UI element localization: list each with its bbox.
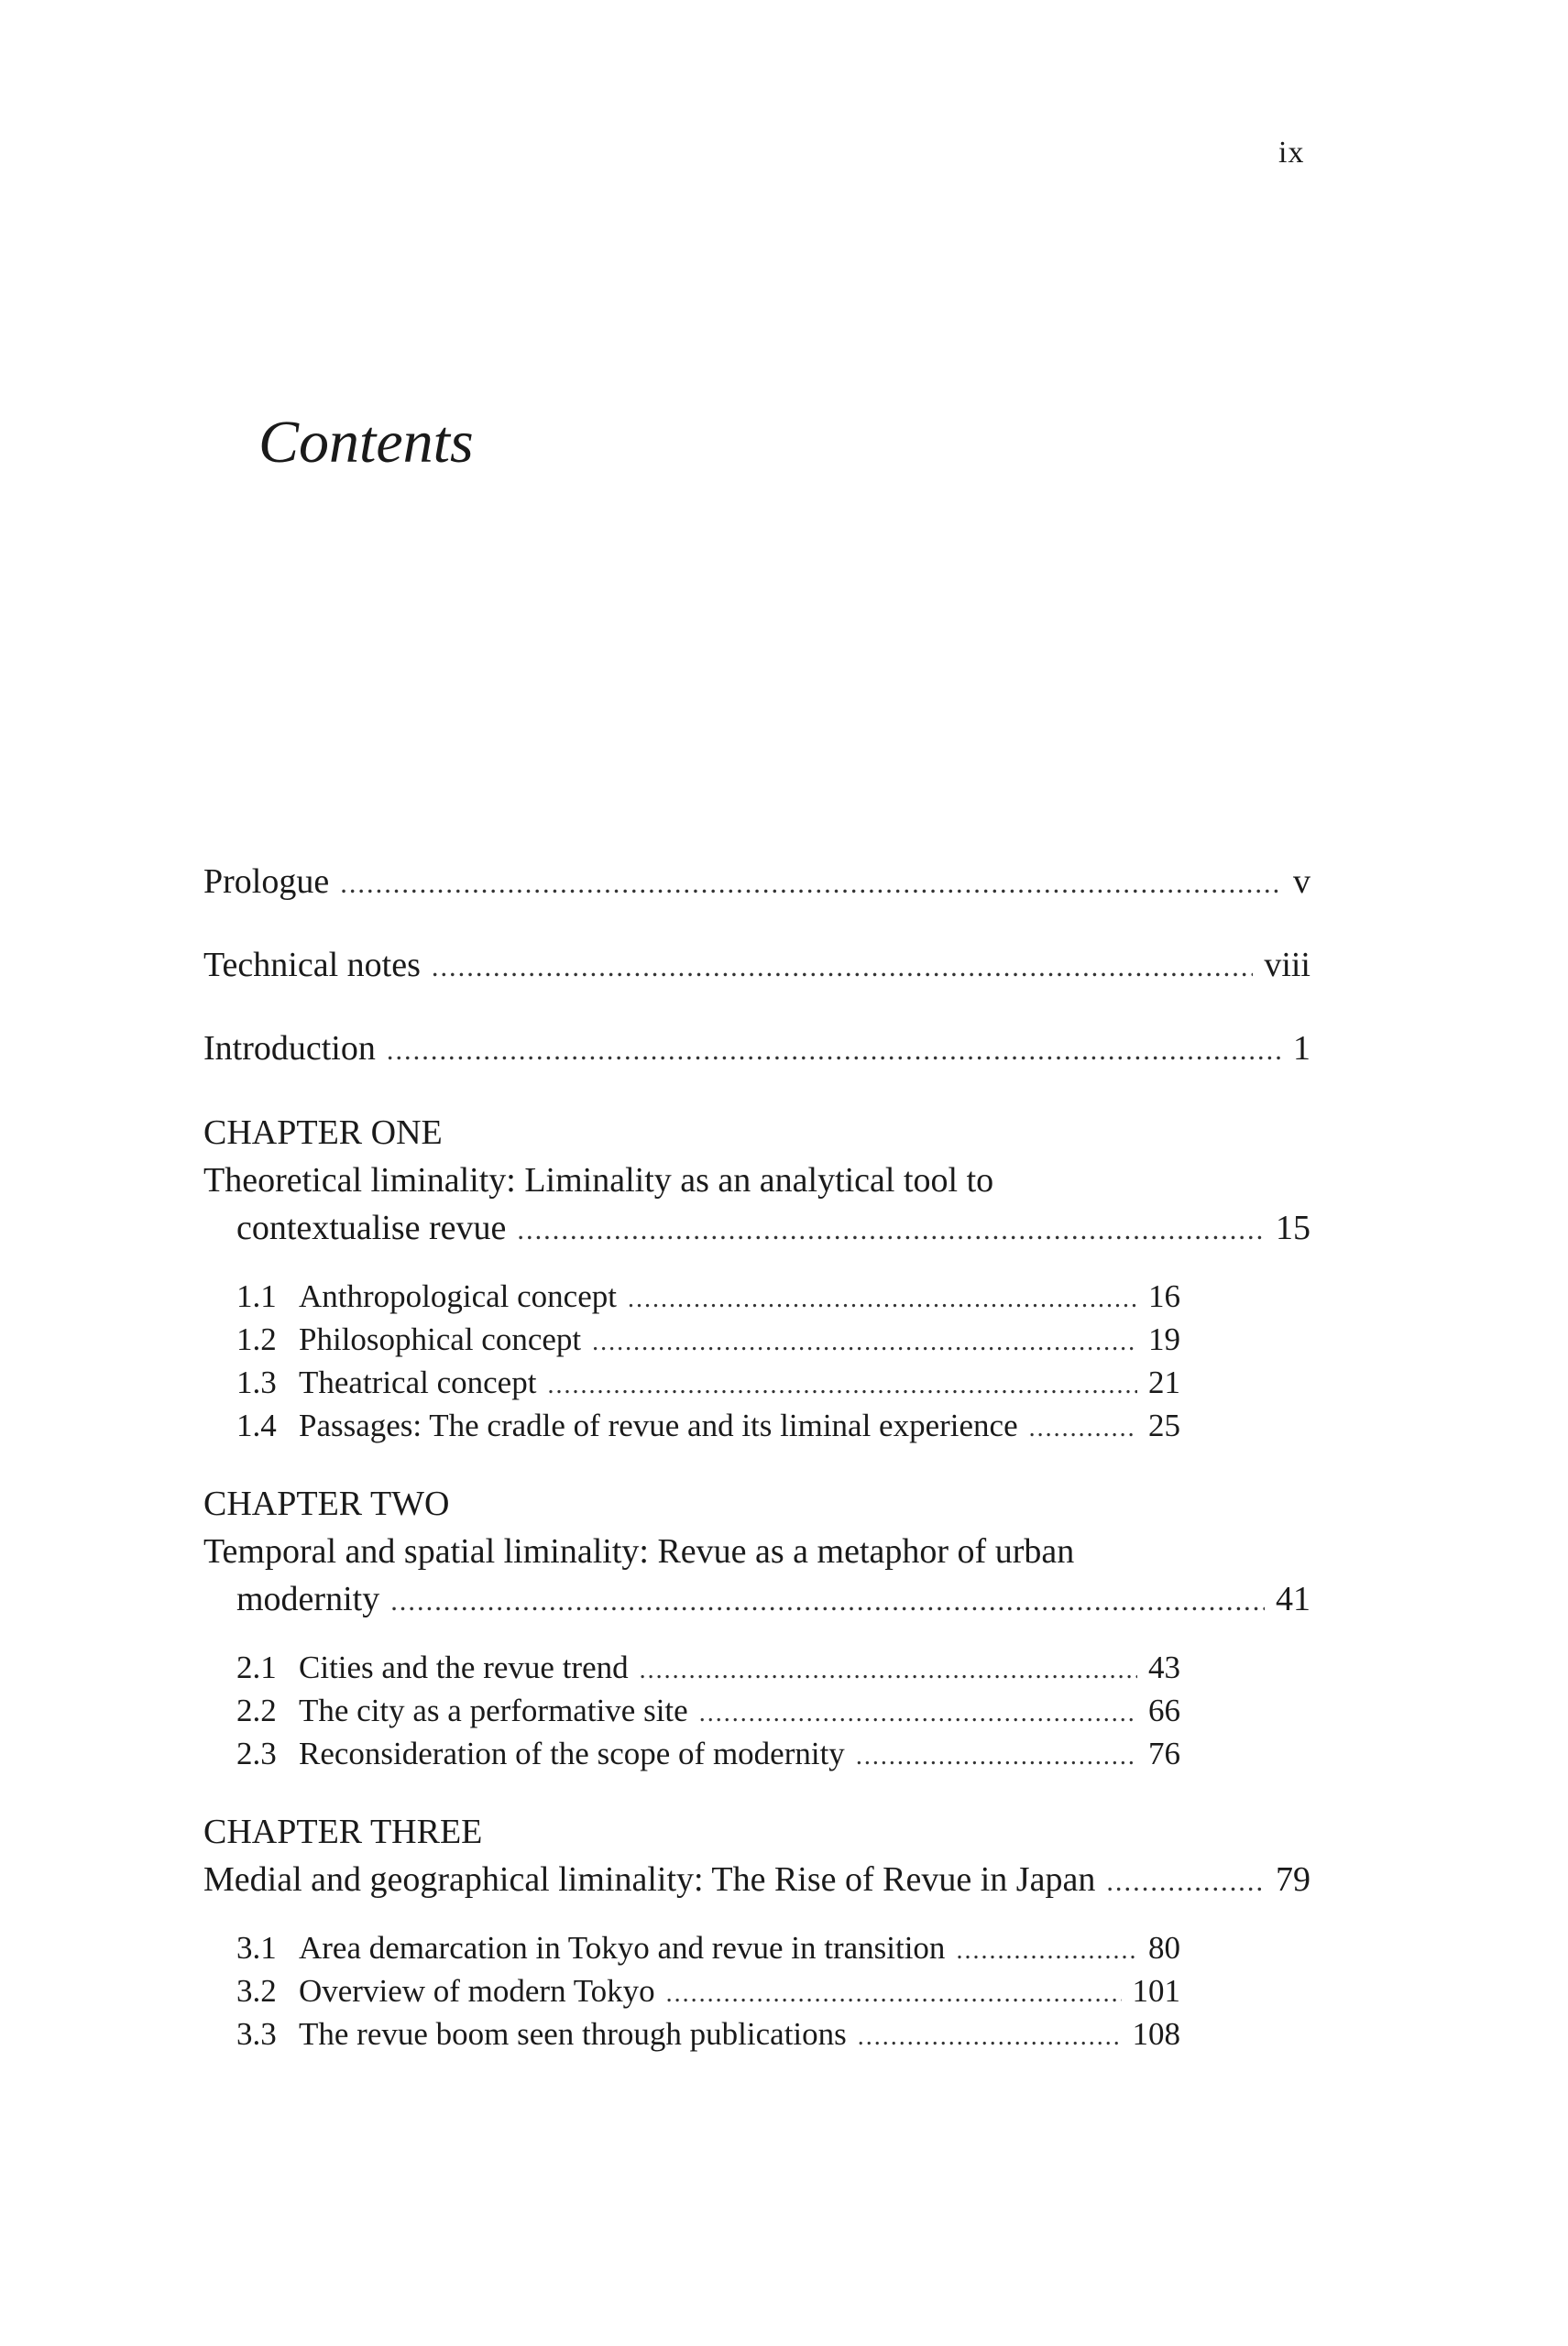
toc-entry-text: modernity <box>236 1580 380 1618</box>
toc-section[interactable] <box>236 1973 1180 2010</box>
toc-page-number: 79 <box>1276 1860 1310 1899</box>
toc-entry-text: Anthropological concept <box>299 1278 617 1314</box>
chapter-label: CHAPTER ONE <box>203 1113 443 1152</box>
chapter-label: CHAPTER TWO <box>203 1485 450 1523</box>
leader-dots <box>1106 1866 1265 1898</box>
toc-section[interactable] <box>236 1321 1180 1358</box>
toc-entry-text: Cities and the revue trend <box>299 1650 629 1685</box>
toc-entry-introduction[interactable] <box>203 1028 1310 1069</box>
leader-dots <box>592 1328 1137 1357</box>
toc-entry-prologue[interactable] <box>203 861 1310 902</box>
leader-dots <box>856 1742 1137 1771</box>
leader-dots <box>858 2023 1122 2052</box>
section-number: 1.4 <box>236 1408 277 1443</box>
toc-page-number: 15 <box>1276 1209 1310 1247</box>
leader-dots <box>666 1979 1122 2009</box>
toc-entry-text: Passages: The cradle of revue and its liminal experience <box>299 1408 1018 1443</box>
page-number: ix <box>1278 136 1305 170</box>
toc-entry-text: Technical notes <box>203 946 421 984</box>
leader-dots <box>956 1936 1137 1966</box>
leader-dots <box>640 1656 1137 1685</box>
toc-entry-text: Philosophical concept <box>299 1321 582 1357</box>
chapter-title-continuation[interactable] <box>236 1208 1310 1248</box>
section-number: 2.3 <box>236 1736 277 1771</box>
toc-entry-text: Overview of modern Tokyo <box>299 1973 655 2009</box>
chapter-title[interactable] <box>203 1859 1310 1900</box>
leader-dots <box>432 951 1253 983</box>
toc-page-number: 19 <box>1148 1321 1180 1357</box>
toc-page-number: 25 <box>1148 1408 1180 1443</box>
chapter-title[interactable]: Theoretical liminality: Liminality as an analytical tool to <box>203 1161 994 1200</box>
chapter-label: CHAPTER THREE <box>203 1813 483 1851</box>
leader-dots <box>387 1035 1282 1067</box>
page-title: Contents <box>258 409 474 476</box>
leader-dots <box>547 1371 1137 1400</box>
toc-page-number: 43 <box>1148 1650 1180 1685</box>
leader-dots <box>628 1285 1137 1314</box>
toc-section[interactable] <box>236 1693 1180 1729</box>
section-number: 2.1 <box>236 1650 277 1685</box>
section-number: 3.1 <box>236 1930 277 1966</box>
leader-dots <box>390 1585 1265 1617</box>
toc-page-number: 108 <box>1132 2016 1180 2052</box>
toc-entry-text: Reconsideration of the scope of modernity <box>299 1736 845 1771</box>
toc-section[interactable] <box>236 1408 1180 1444</box>
toc-page-number: 76 <box>1148 1736 1180 1771</box>
toc-entry-text: Theatrical concept <box>299 1365 537 1400</box>
toc-page-number: 1 <box>1293 1029 1310 1068</box>
toc-entry-text: The revue boom seen through publications <box>299 2016 847 2052</box>
chapter-title[interactable]: Temporal and spatial liminality: Revue as a metaphor of urban <box>203 1532 1075 1571</box>
toc-entry-text: The city as a performative site <box>299 1693 688 1728</box>
toc-section[interactable] <box>236 1650 1180 1686</box>
toc-section[interactable] <box>236 1278 1180 1315</box>
toc-section[interactable] <box>236 1930 1180 1967</box>
toc-page-number: 66 <box>1148 1693 1180 1728</box>
leader-dots <box>699 1699 1137 1728</box>
toc-entry-text: Introduction <box>203 1029 376 1068</box>
leader-dots <box>1029 1414 1137 1443</box>
toc-entry-text: contextualise revue <box>236 1209 507 1247</box>
toc-page-number: 21 <box>1148 1365 1180 1400</box>
toc-page-number: 80 <box>1148 1930 1180 1966</box>
section-number: 1.2 <box>236 1321 277 1357</box>
toc-page-number: 41 <box>1276 1580 1310 1618</box>
section-number: 1.3 <box>236 1365 277 1400</box>
toc-page-number: v <box>1293 862 1310 901</box>
section-number: 3.2 <box>236 1973 277 2009</box>
toc-page-number: viii <box>1264 946 1310 984</box>
section-number: 2.2 <box>236 1693 277 1728</box>
toc-page-number: 16 <box>1148 1278 1180 1314</box>
toc-entry-text: Prologue <box>203 862 330 901</box>
toc-entry-text: Medial and geographical liminality: The Rise of Revue in Japan <box>203 1860 1096 1899</box>
toc-section[interactable] <box>236 2016 1180 2053</box>
toc-page-number: 101 <box>1132 1973 1180 2009</box>
section-number: 3.3 <box>236 2016 277 2052</box>
toc-entry-technical-notes[interactable] <box>203 945 1310 985</box>
leader-dots <box>517 1214 1265 1246</box>
section-number: 1.1 <box>236 1278 277 1314</box>
toc-section[interactable] <box>236 1365 1180 1401</box>
leader-dots <box>340 868 1282 900</box>
toc-entry-text: Area demarcation in Tokyo and revue in transition <box>299 1930 946 1966</box>
toc-section[interactable] <box>236 1736 1180 1772</box>
chapter-title-continuation[interactable] <box>236 1579 1310 1619</box>
